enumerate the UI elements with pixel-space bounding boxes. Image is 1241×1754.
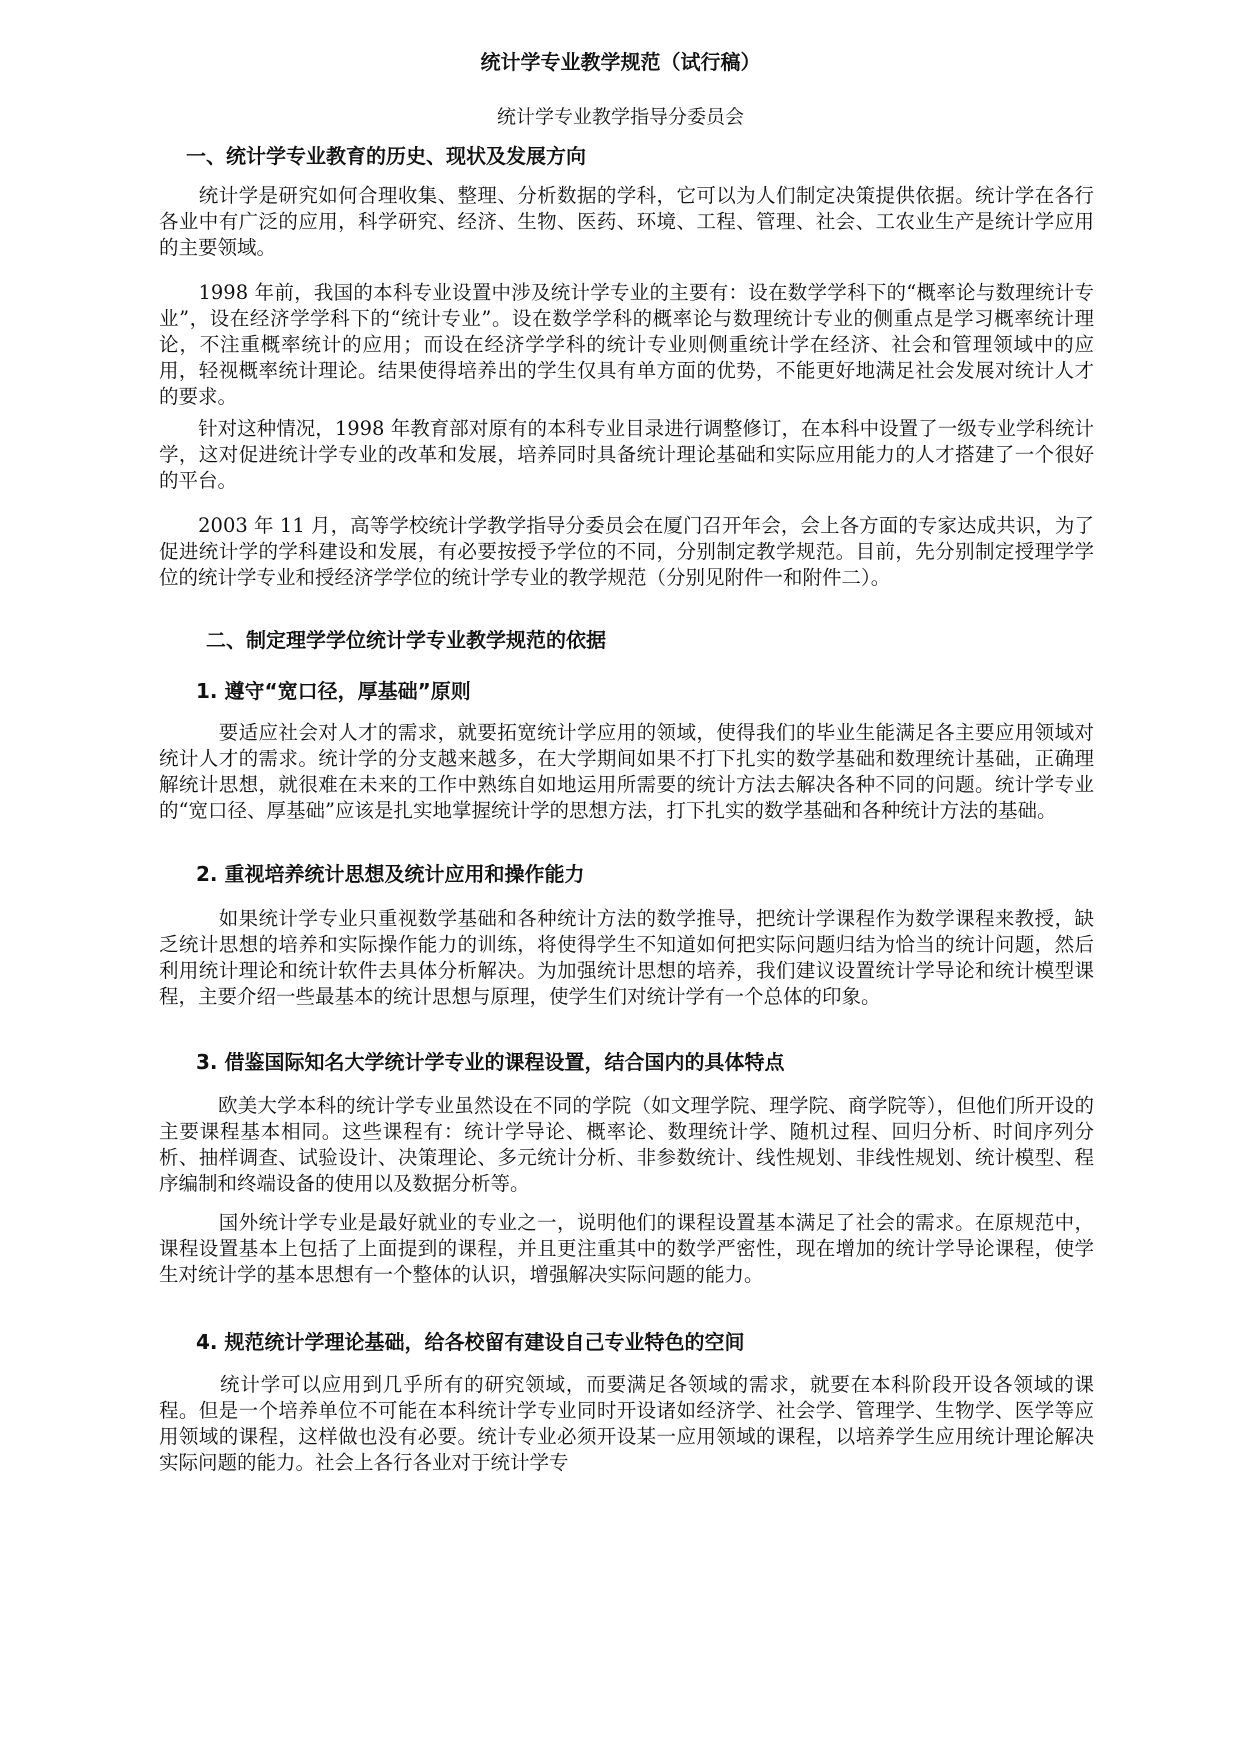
subsection-2-heading: 2. 重视培养统计思想及统计应用和操作能力 [196, 862, 585, 886]
section-2-heading: 二、制定理学学位统计学专业教学规范的依据 [206, 628, 606, 652]
section-1-paragraph-3: 针对这种情况，1998 年教育部对原有的本科专业目录进行调整修订，在本科中设置了一级专业学科统计学，这对促进统计学专业的改革和发展，培养同时具备统计理论基础和实际应用能力的人才搭建了一个很好的平台。 [159, 417, 1094, 492]
subsection-4-paragraph: 统计学可以应用到几乎所有的研究领域，而要满足各领域的需求，就要在本科阶段开设各领域的课程。但是一个培养单位不可能在本科统计学专业同时开设诸如经济学、社会学、管理学、生物学、医学等应用领域的课程，这样做也没有必要。统计专业必须开设某一应用领域的课程，以培养学生应用统计理论解决实际问题的能力。社会上各行各业对于统计学专 [159, 1373, 1094, 1474]
subsection-1-heading: 1. 遵守“宽口径，厚基础”原则 [196, 679, 471, 703]
section-1-paragraph-2: 1998 年前，我国的本科专业设置中涉及统计学专业的主要有：设在数学学科下的“概率论与数理统计专业”，设在经济学学科下的“统计专业”。设在数学学科的概率论与数理统计专业的侧重点是学习概率统计理论，不注重概率统计的应用；而设在经济学学科的统计专业则侧重统计学在经济、社会和管理领域中的应用，轻视概率统计理论。结果使得培养出的学生仅具有单方面的优势，不能更好地满足社会发展对统计人才的要求。 [159, 281, 1094, 408]
section-1-heading: 一、统计学专业教育的历史、现状及发展方向 [186, 144, 586, 168]
subsection-3-paragraph-1: 欧美大学本科的统计学专业虽然设在不同的学院（如文理学院、理学院、商学院等），但他们所开设的主要课程基本相同。这些课程有：统计学导论、概率论、数理统计学、随机过程、回归分析、时间序列分析、抽样调查、试验设计、决策理论、多元统计分析、非参数统计、线性规划、非线性规划、统计模型、程序编制和终端设备的使用以及数据分析等。 [159, 1094, 1094, 1195]
subsection-2-paragraph: 如果统计学专业只重视数学基础和各种统计方法的数学推导，把统计学课程作为数学课程来教授，缺乏统计思想的培养和实际操作能力的训练，将使得学生不知道如何把实际问题归结为恰当的统计问题，然后利用统计理论和统计软件去具体分析解决。为加强统计思想的培养，我们建议设置统计学导论和统计模型课程，主要介绍一些最基本的统计思想与原理，使学生们对统计学有一个总体的印象。 [159, 907, 1094, 1008]
section-1-paragraph-1: 统计学是研究如何合理收集、整理、分析数据的学科，它可以为人们制定决策提供依据。统计学在各行各业中有广泛的应用，科学研究、经济、生物、医药、环境、工程、管理、社会、工农业生产是统计学应用的主要领域。 [159, 184, 1094, 259]
subsection-4-heading: 4. 规范统计学理论基础，给各校留有建设自己专业特色的空间 [196, 1330, 745, 1354]
subsection-1-paragraph: 要适应社会对人才的需求，就要拓宽统计学应用的领域，使得我们的毕业生能满足各主要应用领域对统计人才的需求。统计学的分支越来越多，在大学期间如果不打下扎实的数学基础和数理统计基础，正确理解统计思想，就很难在未来的工作中熟练自如地运用所需要的统计方法去解决各种不同的问题。统计学专业的“宽口径、厚基础”应该是扎实地掌握统计学的思想方法，打下扎实的数学基础和各种统计方法的基础。 [159, 721, 1094, 822]
document-title: 统计学专业教学规范（试行稿） [480, 50, 761, 74]
document-subtitle: 统计学专业教学指导分委员会 [496, 106, 744, 128]
subsection-3-heading: 3. 借鉴国际知名大学统计学专业的课程设置，结合国内的具体特点 [196, 1050, 785, 1074]
section-1-paragraph-4: 2003 年 11 月，高等学校统计学教学指导分委员会在厦门召开年会，会上各方面的专家达成共识，为了促进统计学的学科建设和发展，有必要按授予学位的不同，分别制定教学规范。目前，先分别制定授理学学位的统计学专业和授经济学学位的统计学专业的教学规范（分别见附件一和附件二）。 [159, 514, 1094, 589]
subsection-3-paragraph-2: 国外统计学专业是最好就业的专业之一，说明他们的课程设置基本满足了社会的需求。在原规范中，课程设置基本上包括了上面提到的课程，并且更注重其中的数学严密性，现在增加的统计学导论课程，使学生对统计学的基本思想有一个整体的认识，增强解决实际问题的能力。 [159, 1211, 1094, 1286]
